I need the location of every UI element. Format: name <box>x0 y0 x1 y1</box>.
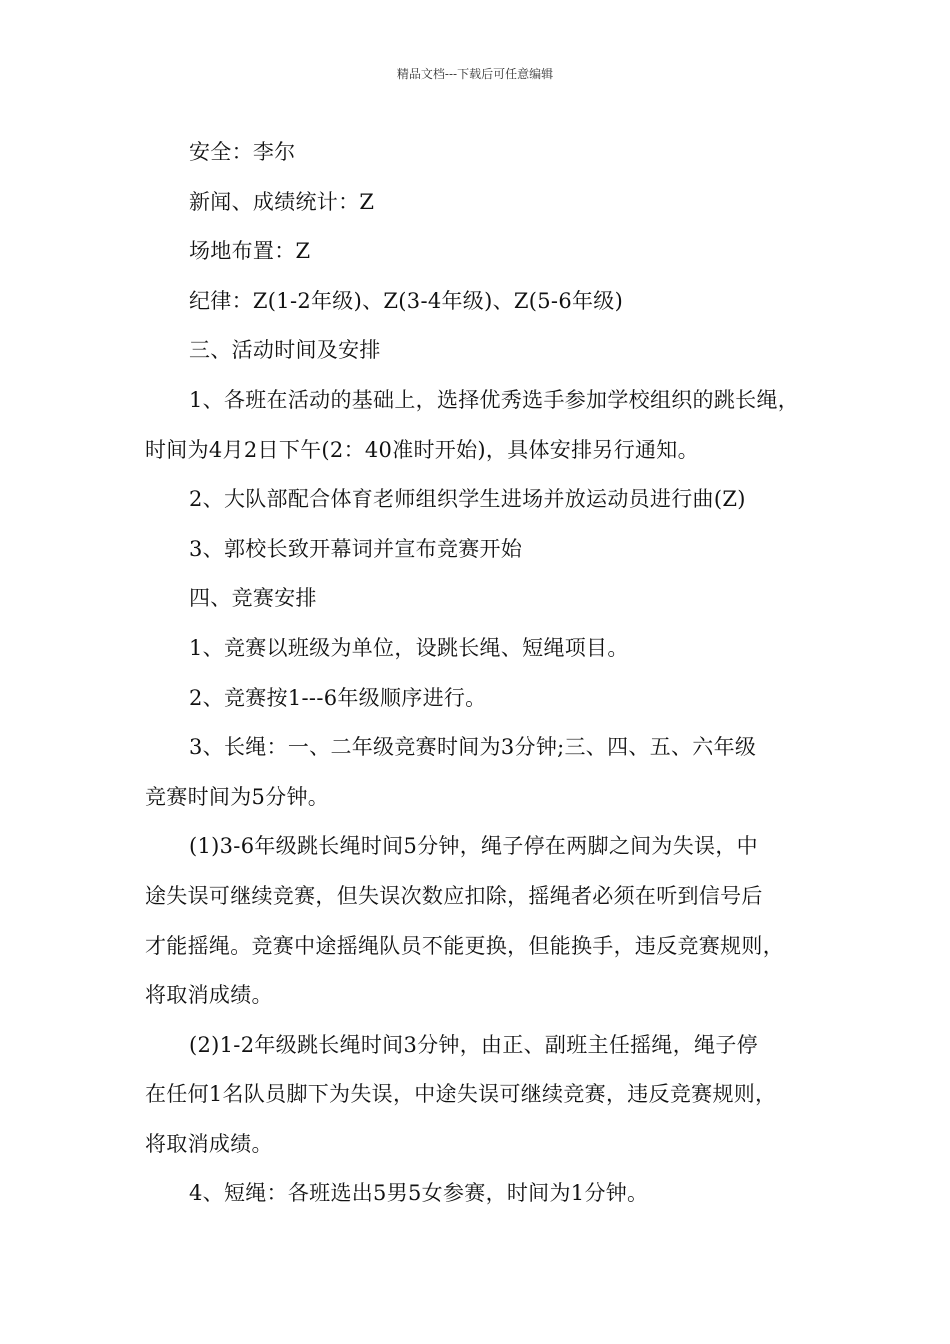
text-line-discipline: 纪律：Z(1-2年级)、Z(3-4年级)、Z(5-6年级) <box>189 288 624 313</box>
document-body <box>145 128 835 1219</box>
text-line-comp-1: 1、竞赛以班级为单位，设跳长绳、短绳项目。 <box>189 635 629 660</box>
text-line-rule-2: (2)1-2年级跳长绳时间3分钟，由正、副班主任摇绳，绳子停 <box>189 1032 758 1057</box>
text-line-comp-3: 3、长绳：一、二年级竞赛时间为3分钟;三、四、五、六年级 <box>189 735 757 760</box>
text-line-rule-2-cont-b: 将取消成绩。 <box>145 1131 273 1156</box>
text-line-comp-4: 4、短绳：各班选出5男5女参赛，时间为1分钟。 <box>189 1181 649 1206</box>
text-line-rule-2-cont-a: 在任何1名队员脚下为失误，中途失误可继续竞赛，违反竞赛规则， <box>145 1082 777 1107</box>
text-line-item-1-cont: 时间为4月2日下午(2：40准时开始)，具体安排另行通知。 <box>145 437 699 462</box>
text-line-comp-3-cont: 竞赛时间为5分钟。 <box>145 784 330 809</box>
page-header: 精品文档---下载后可任意编辑 <box>396 67 554 81</box>
text-line-item-2: 2、大队部配合体育老师组织学生进场并放运动员进行曲(Z) <box>189 487 746 512</box>
text-line-news-stats: 新闻、成绩统计：Z <box>189 189 375 214</box>
section-heading-competition: 四、竞赛安排 <box>189 586 317 611</box>
text-line-comp-2: 2、竞赛按1---6年级顺序进行。 <box>189 685 487 710</box>
text-line-item-1: 1、各班在活动的基础上，选择优秀选手参加学校组织的跳长绳， <box>189 387 800 412</box>
text-line-venue: 场地布置：Z <box>189 239 311 264</box>
text-line-rule-1: (1)3-6年级跳长绳时间5分钟，绳子停在两脚之间为失误，中 <box>189 834 758 859</box>
section-heading-schedule: 三、活动时间及安排 <box>189 338 381 363</box>
text-line-rule-1-cont-c: 将取消成绩。 <box>145 983 273 1008</box>
text-line-item-3: 3、郭校长致开幕词并宣布竞赛开始 <box>189 536 523 561</box>
text-line-safety: 安全：李尔 <box>189 140 296 164</box>
text-line-rule-1-cont-a: 途失误可继续竞赛，但失误次数应扣除，摇绳者必须在听到信号后 <box>145 883 763 908</box>
text-line-rule-1-cont-b: 才能摇绳。竞赛中途摇绳队员不能更换，但能换手，违反竞赛规则， <box>145 933 784 958</box>
